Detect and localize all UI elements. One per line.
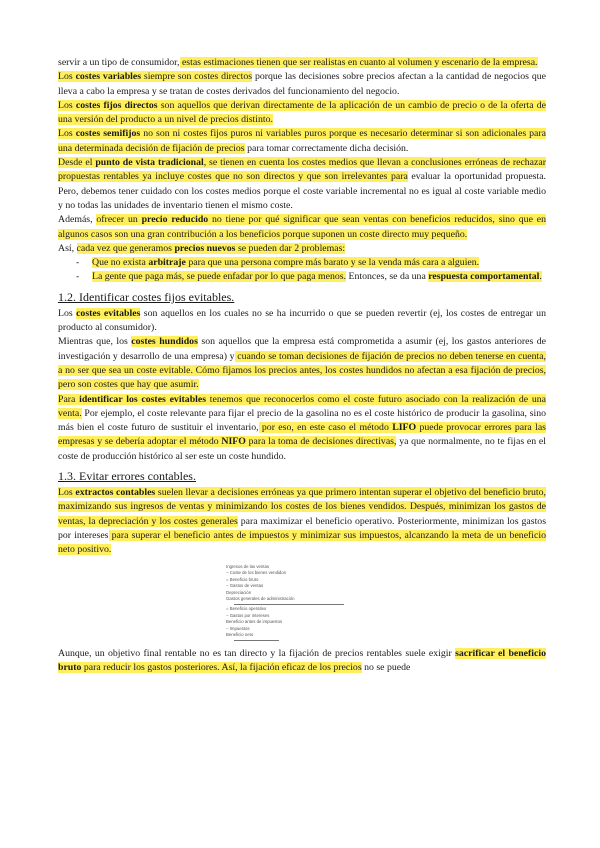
list-item: - La gente que paga más, se puede enfadar por lo que paga menos. Entonces, se da una respuesta comportamental.	[76, 270, 546, 284]
paragraph-fixed-direct-costs: Los costes fijos directos son aquellos que derivan directamente de la aplicación de un cambio de precio o de la oferta de una versión del producto a un nivel de precios distinto.	[58, 99, 546, 126]
figure-line: − Gastos por intereses	[226, 612, 270, 618]
figure-double-underline	[234, 640, 279, 641]
paragraph-new-prices: Así, cada vez que generamos precios nuevos se pueden dar 2 problemas:	[58, 242, 346, 254]
paragraph-reduced-price: Además, ofrecer un precio reducido no tiene por qué significar que sean ventas con beneficios reducidos, sino que en algunos casos son una gran contribución a los beneficios porque suponen un coste directo muy pequeño.	[58, 214, 546, 240]
term-punto-de-vista-tradicional: punto de vista tradicional	[95, 157, 204, 169]
term-respuesta-comportamental: respuesta comportamental	[428, 271, 540, 283]
paragraph-avoidable-costs: Los costes evitables son aquellos en los cuales no se ha incurrido o que se pueden revertir (ej, los costes de entregar un producto al consumidor).	[58, 307, 546, 334]
figure-line: Depreciación	[226, 589, 252, 595]
term-costes-hundidos: costes hundidos	[131, 336, 198, 348]
figure-line: Beneficio neto	[226, 632, 254, 638]
term-costes-evitables: costes evitables	[76, 307, 141, 319]
term-precio-reducido: precio reducido	[141, 214, 209, 226]
term-extractos-contables: extractos contables	[75, 487, 156, 499]
figure-line: − Gastos de ventas	[226, 583, 264, 589]
paragraph-gross-profit: Aunque, un objetivo final rentable no es tan directo y la fijación de precios rentables suele exigir sacrificar el beneficio bruto para reducir los gastos posteriores. Así, la fijación eficaz de los precios no se puede	[58, 648, 546, 674]
term-identificar-costes-evitables: identificar los costes evitables	[79, 393, 207, 405]
paragraph-consumer: servir a un tipo de consumidor, estas estimaciones tienen que ser realistas en cuanto al volumen y escenario de la empresa.	[58, 57, 538, 68]
term-costes-fijos-directos: costes fijos directos	[75, 99, 158, 111]
term-nifo: NIFO	[221, 436, 246, 448]
figure-line: = Beneficio operativo	[226, 606, 267, 612]
term-costes-semifijos: costes semifijos	[75, 128, 141, 140]
paragraph-variable-costs: Los costes variables siempre son costes directos porque las decisiones sobre precios afectan a la cantidad de negocios que lleva a cabo la empresa y se tratan de costes derivados del funcionamiento del negocio.	[58, 71, 546, 97]
section-heading-1-3: 1.3. Evitar errores contables.	[58, 469, 196, 484]
figure-line: − Coste de los bienes vendidos	[226, 570, 286, 576]
term-arbitraje: arbitraje	[148, 257, 186, 269]
figure-line: Gastos generales de administración	[226, 596, 295, 602]
list-item: - Que no exista arbitraje para que una persona compre más barato y se la venda más cara a alguien.	[76, 256, 546, 270]
paragraph-semifixed-costs: Los costes semifijos no son ni costes fijos puros ni variables puros porque es necesario determinar si son adicionales para una determinada decisión de fijación de precios para tomar correctamente dicha decisión.	[58, 128, 546, 154]
figure-line: = Beneficio bruto	[226, 576, 259, 582]
figure-line: − Impuestos	[226, 625, 250, 631]
figure-line: Beneficio antes de impuestos	[226, 619, 283, 625]
problems-list	[58, 256, 546, 285]
paragraph-sunk-costs: Mientras que, los costes hundidos son aquellos que la empresa está comprometida a asumir (ej, los gastos anteriores de investigación y desarrollo de una empresa) y cuando se toman decisiones de fijación de precios no deben tenerse en cuenta, a no ser que sea un coste evitable. Cómo fijamos los precios antes, los costes hundidos no afectan a esa fijación de precios, pero son costes que hay que asumir.	[58, 336, 547, 391]
term-lifo: LIFO	[392, 422, 417, 434]
term-precios-nuevos: precios nuevos	[174, 242, 236, 254]
paragraph-accounting-statements: Los extractos contables suelen llevar a decisiones erróneas ya que primero intentan superar el objetivo del beneficio bruto, maximizando sus ingresos de ventas y minimizando los costes de los bienes vendidos. Después, minimizan los gastos de ventas, la depreciación y los costes generales para maximizar el beneficio operativo. Posteriormente, minimizan los gastos por intereses para superar el beneficio antes de impuestos y minimizar sus impuestos, alcanzando la meta de un beneficio neto positivo.	[58, 487, 547, 556]
dash-bullet: -	[76, 271, 80, 283]
income-statement-figure	[226, 564, 376, 642]
document-page	[58, 56, 546, 676]
paragraph-traditional-view: Desde el punto de vista tradicional, se tienen en cuenta los costes medios que llevan a conclusiones erróneas de rechazar propuestas rentables ya incluye costes que no son directos y que son irrelevantes para evaluar la oportunidad propuesta. Pero, debemos tener cuidado con los costes medios porque el coste variable incremental no es igual al coste variable medio y no todas las unidades de inventario tienen el mismo coste.	[58, 157, 546, 211]
figure-divider	[234, 604, 344, 605]
term-costes-variables: costes variables	[75, 71, 142, 83]
term-sacrificar-beneficio-bruto: sacrificar el beneficio bruto	[58, 648, 546, 674]
paragraph-identify-avoidable: Para identificar los costes evitables tenemos que reconocerlos como el coste futuro asociado con la realización de una venta. Por ejemplo, el coste relevante para fijar el precio de la gasolina no es el coste histórico de producir la gasolina, sino más bien el coste futuro de sustituir el inventario, por eso, en este caso el método LIFO puede provocar errores para las empresas y se debería adoptar el método NIFO para la toma de decisiones directivas, ya que normalmente, no te fijas en el coste de producción histórico al ser este un coste hundido.	[58, 393, 547, 462]
section-heading-1-2: 1.2. Identificar costes fijos evitables.	[58, 289, 235, 304]
dash-bullet: -	[76, 257, 80, 269]
figure-line: Ingresos de las ventas	[226, 563, 269, 569]
